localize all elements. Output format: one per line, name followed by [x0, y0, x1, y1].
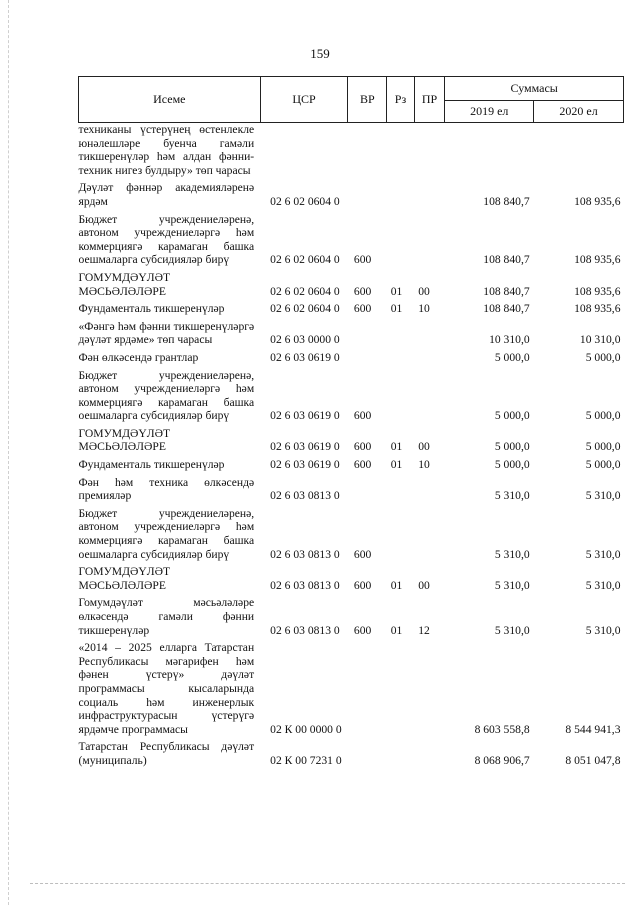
cell-name: ГОМУМДӘҮЛӘТ МӘСЬӘЛӘЛӘРЕ	[78, 426, 171, 454]
cell-rz	[387, 123, 415, 178]
cell-y2019: 108 840,7	[483, 194, 530, 208]
cell-y2020: 108 935,6	[574, 284, 621, 298]
cell-rz	[387, 365, 415, 423]
cell-name: «2014 – 2025 елларга Татарстан Республикасы мәгарифен һәм фәнен үстерү» дәүләт программасы кысаларында социаль һәм инженерлык инфраструктурасын үстерүгә ярдәмче программасы	[78, 641, 255, 736]
cell-pr: 00	[418, 578, 430, 592]
cell-name: Бюджет учреждениеләренә, автоном учреждениеләргә һәм коммерциягә карамаган башка оешмаларга субсидияләр бирү	[78, 212, 255, 267]
cell-y2019: 108 840,7	[483, 302, 530, 316]
cell-vr: 600	[353, 623, 372, 637]
cell-csr: 02 6 03 0619 0	[270, 350, 340, 364]
budget-table	[78, 76, 624, 768]
table-row	[79, 454, 624, 472]
cell-y2019: 5 000,0	[494, 440, 530, 454]
cell-csr: 02 6 03 0813 0	[270, 547, 340, 561]
cell-vr: 600	[353, 440, 372, 454]
cell-name: Фән өлкәсендә грантлар	[78, 350, 199, 364]
cell-pr: 10	[418, 302, 430, 316]
col-header-sums: Суммасы	[445, 77, 624, 101]
table-row	[79, 298, 624, 316]
cell-pr	[414, 365, 445, 423]
cell-y2020: 10 310,0	[579, 333, 621, 347]
cell-y2019: 5 310,0	[494, 623, 530, 637]
cell-rz	[387, 637, 415, 736]
cell-rz: 01	[390, 302, 403, 316]
cell-rz	[387, 177, 415, 208]
cell-name: техниканы үстерүнең өстенлекле юнәлешләре буенча гамәли тикшеренүләр һәм алдан фәнни-техник нигез булдыру» төп чарасы	[78, 123, 255, 177]
cell-csr: 02 6 03 0813 0	[270, 578, 340, 592]
cell-vr: 600	[353, 458, 372, 472]
cell-csr: 02 6 03 0813 0	[270, 623, 340, 637]
cell-csr: 02 6 03 0619 0	[270, 440, 340, 454]
cell-pr: 10	[418, 458, 430, 472]
left-margin-marks	[8, 0, 10, 905]
cell-name: Бюджет учреждениеләренә, автоном учреждениеләргә һәм коммерциягә карамаган башка оешмаларга субсидияләр бирү	[78, 506, 255, 561]
cell-y2020	[534, 123, 624, 178]
cell-vr: 600	[353, 547, 372, 561]
cell-rz	[387, 503, 415, 561]
cell-pr	[414, 316, 445, 347]
table-row	[79, 209, 624, 267]
cell-y2020: 8 051 047,8	[565, 753, 621, 767]
cell-y2020: 108 935,6	[574, 253, 621, 267]
cell-y2020: 5 310,0	[585, 578, 621, 592]
cell-vr	[348, 177, 387, 208]
cell-csr: 02 6 02 0604 0	[270, 284, 340, 298]
cell-pr: 00	[418, 440, 430, 454]
cell-rz	[387, 472, 415, 503]
cell-y2019: 5 310,0	[494, 489, 530, 503]
cell-name: Татарстан Республикасы дәүләт (муниципаль)	[78, 740, 255, 767]
table-row	[79, 316, 624, 347]
col-header-2020: 2020 ел	[534, 101, 624, 123]
cell-name: Дәүләт фәннәр академияләренә ярдәм	[78, 181, 255, 208]
cell-pr	[414, 177, 445, 208]
page-number: 159	[310, 46, 330, 61]
cell-csr: 02 6 03 0813 0	[270, 489, 340, 503]
cell-vr	[348, 637, 387, 736]
cell-y2019: 8 068 906,7	[474, 753, 530, 767]
cell-name: Бюджет учреждениеләренә, автоном учреждениеләргә һәм коммерциягә карамаган башка оешмаларга субсидияләр бирү	[78, 368, 255, 423]
cell-rz: 01	[390, 458, 403, 472]
cell-vr	[348, 316, 387, 347]
cell-csr: 02 6 03 0000 0	[270, 333, 340, 347]
cell-y2020: 108 935,6	[574, 302, 621, 316]
cell-y2020: 5 000,0	[585, 350, 621, 364]
cell-pr	[414, 736, 445, 767]
cell-vr	[348, 736, 387, 767]
table-row	[79, 472, 624, 503]
cell-vr	[348, 472, 387, 503]
cell-csr: 02 К 00 7231 0	[270, 753, 342, 767]
col-header-csr: ЦСР	[260, 77, 348, 123]
table-row	[79, 123, 624, 178]
cell-vr: 600	[353, 302, 372, 316]
cell-vr: 600	[353, 253, 372, 267]
cell-rz: 01	[390, 623, 403, 637]
cell-pr	[414, 123, 445, 178]
table-row	[79, 592, 624, 637]
cell-vr: 600	[353, 409, 372, 423]
cell-name: «Фәнгә һәм фәнни тикшеренүләргә дәүләт ярдәме» төп чарасы	[78, 319, 255, 347]
cell-y2020: 5 000,0	[585, 458, 621, 472]
cell-y2020: 5 310,0	[585, 547, 621, 561]
cell-y2019: 10 310,0	[489, 333, 530, 347]
cell-rz	[387, 347, 415, 365]
col-header-rz: Рз	[387, 77, 415, 123]
cell-pr	[414, 503, 445, 561]
table-row	[79, 736, 624, 767]
cell-y2019: 8 603 558,8	[474, 722, 530, 736]
cell-y2019	[445, 123, 534, 178]
cell-csr: 02 6 03 0619 0	[270, 409, 340, 423]
col-header-2019: 2019 ел	[445, 101, 534, 123]
cell-vr: 600	[353, 284, 372, 298]
cell-pr	[414, 472, 445, 503]
cell-vr	[348, 123, 387, 178]
cell-rz	[387, 209, 415, 267]
table-row	[79, 267, 624, 298]
cell-y2019: 5 000,0	[494, 350, 530, 364]
cell-y2020: 5 000,0	[585, 440, 621, 454]
cell-y2020: 5 310,0	[585, 489, 621, 503]
cell-csr: 02 К 00 0000 0	[270, 722, 342, 736]
col-header-vr: ВР	[348, 77, 387, 123]
cell-vr: 600	[353, 578, 372, 592]
cell-y2019: 108 840,7	[483, 253, 530, 267]
cell-pr	[414, 637, 445, 736]
table-header	[79, 77, 624, 123]
cell-csr	[260, 123, 348, 178]
table-row	[79, 503, 624, 561]
cell-pr	[414, 347, 445, 365]
cell-y2020: 5 310,0	[585, 623, 621, 637]
cell-y2019: 5 310,0	[494, 578, 530, 592]
table-row	[79, 365, 624, 423]
cell-name: Фән һәм техника өлкәсендә премияләр	[78, 475, 255, 503]
cell-name: ГОМУМДӘҮЛӘТ МӘСЬӘЛӘЛӘРЕ	[78, 565, 171, 592]
col-header-name: Исеме	[79, 77, 261, 123]
table-row	[79, 347, 624, 365]
cell-rz: 01	[390, 440, 403, 454]
cell-name: Фундаменталь тикшеренүләр	[78, 302, 225, 316]
cell-y2019: 5 310,0	[494, 547, 530, 561]
cell-y2020: 5 000,0	[585, 409, 621, 423]
cell-csr: 02 6 02 0604 0	[270, 194, 340, 208]
cell-csr: 02 6 02 0604 0	[270, 253, 340, 267]
cell-csr: 02 6 02 0604 0	[270, 302, 340, 316]
cell-y2020: 108 935,6	[574, 194, 621, 208]
table-body	[79, 123, 624, 768]
cell-rz	[387, 316, 415, 347]
cell-rz	[387, 736, 415, 767]
cell-name: ГОМУМДӘҮЛӘТ МӘСЬӘЛӘЛӘРЕ	[78, 270, 171, 298]
footer-divider	[30, 883, 625, 884]
table-row	[79, 561, 624, 592]
table-row	[79, 423, 624, 454]
cell-y2019: 108 840,7	[483, 284, 530, 298]
cell-rz: 01	[390, 284, 403, 298]
table-row	[79, 177, 624, 208]
cell-name: Гомумдәүләт мәсьәләләре өлкәсендә гамәли фәнни тикшеренүләр	[78, 596, 255, 637]
cell-csr: 02 6 03 0619 0	[270, 458, 340, 472]
cell-y2019: 5 000,0	[494, 409, 530, 423]
cell-pr: 00	[418, 284, 430, 298]
cell-vr	[348, 347, 387, 365]
cell-name: Фундаменталь тикшеренүләр	[78, 458, 225, 472]
cell-y2020: 8 544 941,3	[565, 722, 621, 736]
table-row	[79, 637, 624, 736]
cell-pr: 12	[418, 623, 430, 637]
cell-y2019: 5 000,0	[494, 458, 530, 472]
cell-pr	[414, 209, 445, 267]
col-header-pr: ПР	[414, 77, 445, 123]
cell-rz: 01	[390, 578, 403, 592]
